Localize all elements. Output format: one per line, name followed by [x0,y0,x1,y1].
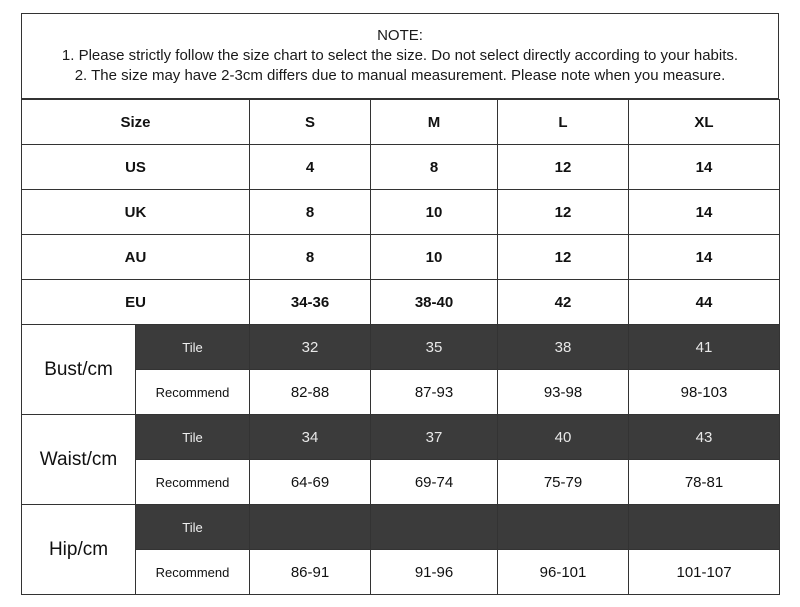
recommend-label: Recommend [136,550,250,595]
table-cell: 40 [498,415,629,460]
tile-label: Tile [136,505,250,550]
table-cell: 44 [629,280,780,325]
size-header: Size [22,100,250,145]
table-cell: 38-40 [371,280,498,325]
size-l: L [498,100,629,145]
table-cell: 10 [371,235,498,280]
note-line-2: 2. The size may have 2-3cm differs due to manual measurement. Please note when you measure. [74,67,726,84]
table-cell: 96-101 [498,550,629,595]
table-cell: 34 [250,415,371,460]
measurement-label-waist: Waist/cm [22,415,136,505]
size-s: S [250,100,371,145]
table-cell [250,505,371,550]
table-cell: 75-79 [498,460,629,505]
bust-recommend-row [22,370,780,415]
table-cell: 69-74 [371,460,498,505]
recommend-label: Recommend [136,370,250,415]
table-cell: 82-88 [250,370,371,415]
table-cell: 37 [371,415,498,460]
table-cell: 101-107 [629,550,780,595]
table-cell: 12 [498,190,629,235]
region-row-au [22,235,780,280]
table-cell [371,505,498,550]
table-cell: 10 [371,190,498,235]
waist-tile-row [22,415,780,460]
table-cell: 32 [250,325,371,370]
hip-recommend-row [22,550,780,595]
table-cell: 12 [498,145,629,190]
note-box [21,13,779,99]
table-cell: 41 [629,325,780,370]
hip-tile-row [22,505,780,550]
table-cell: 38 [498,325,629,370]
bust-tile-row [22,325,780,370]
region-label: UK [22,190,250,235]
note-title: NOTE: [377,27,423,44]
header-row [22,100,780,145]
table-cell: 91-96 [371,550,498,595]
tile-label: Tile [136,325,250,370]
table-cell: 43 [629,415,780,460]
size-xl: XL [629,100,780,145]
table-cell: 64-69 [250,460,371,505]
region-row-eu [22,280,780,325]
size-table [21,99,780,595]
waist-recommend-row [22,460,780,505]
table-cell: 87-93 [371,370,498,415]
region-row-us [22,145,780,190]
table-cell: 98-103 [629,370,780,415]
table-cell: 8 [250,190,371,235]
table-cell: 34-36 [250,280,371,325]
size-m: M [371,100,498,145]
table-cell: 8 [250,235,371,280]
table-cell: 86-91 [250,550,371,595]
measurement-label-hip: Hip/cm [22,505,136,595]
region-label: EU [22,280,250,325]
note-line-1: 1. Please strictly follow the size chart to select the size. Do not select directly according to your habits. [61,47,739,64]
tile-label: Tile [136,415,250,460]
table-cell: 35 [371,325,498,370]
table-cell: 14 [629,190,780,235]
region-label: AU [22,235,250,280]
region-row-uk [22,190,780,235]
region-label: US [22,145,250,190]
size-chart [21,13,779,589]
table-cell: 14 [629,235,780,280]
table-cell: 8 [371,145,498,190]
table-cell: 93-98 [498,370,629,415]
table-cell: 42 [498,280,629,325]
table-cell: 78-81 [629,460,780,505]
measurement-label-bust: Bust/cm [22,325,136,415]
table-cell: 14 [629,145,780,190]
table-cell: 12 [498,235,629,280]
table-cell [498,505,629,550]
recommend-label: Recommend [136,460,250,505]
table-cell: 4 [250,145,371,190]
table-cell [629,505,780,550]
